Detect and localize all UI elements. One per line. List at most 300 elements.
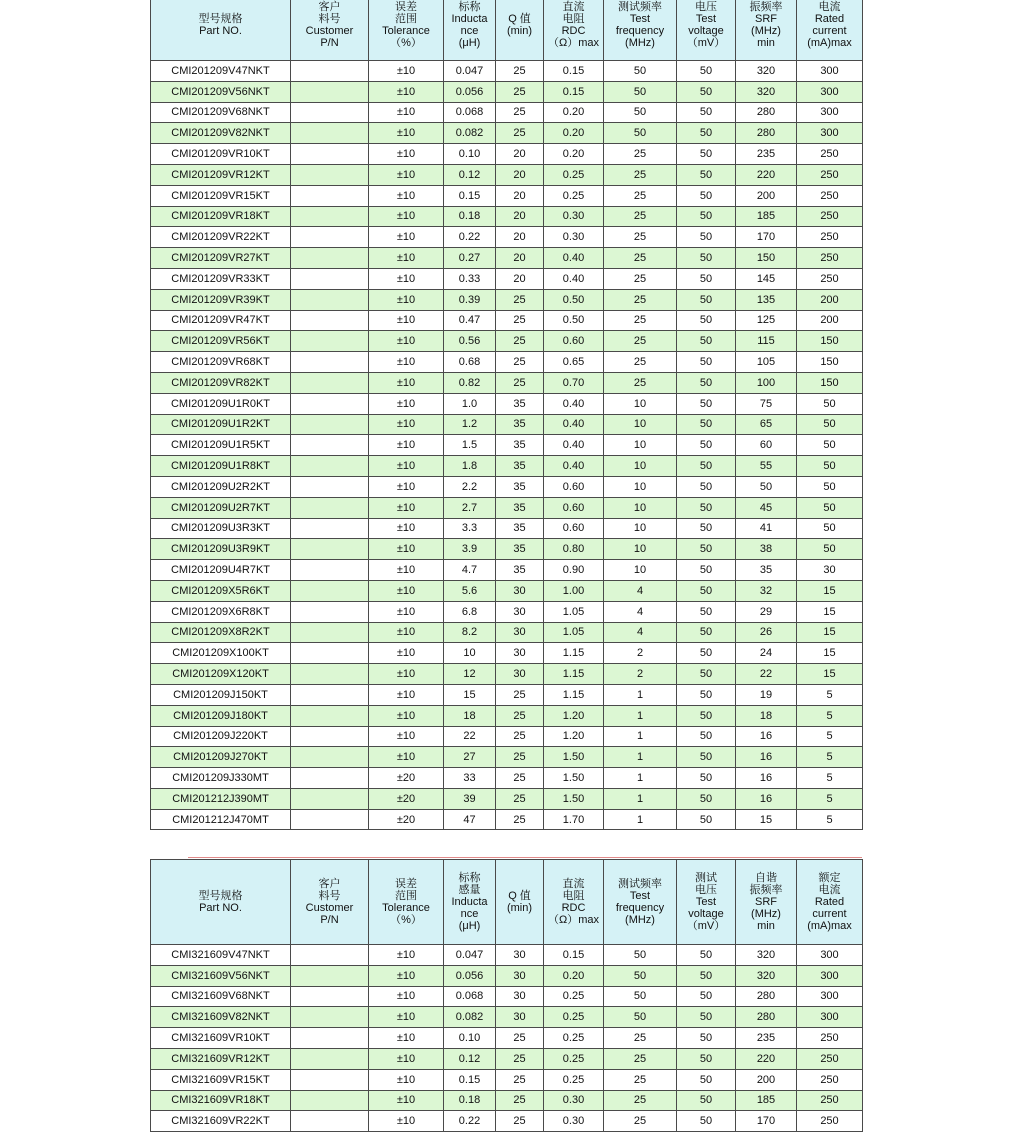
header-customer-pn — [291, 0, 369, 61]
cell-tolerance: ±10 — [369, 352, 444, 373]
header-line: 直流 — [562, 878, 585, 890]
cell-tolerance: ±10 — [369, 622, 444, 643]
cell-test-voltage: 50 — [677, 310, 736, 331]
cell-test-frequency: 25 — [604, 1090, 677, 1111]
cell-rdc-max: 0.15 — [544, 81, 604, 102]
cell-rated-current: 300 — [797, 945, 863, 966]
table-row — [151, 705, 863, 726]
cell-rdc-max: 0.25 — [544, 1007, 604, 1028]
cell-inductance: 0.082 — [444, 123, 496, 144]
cell-tolerance: ±10 — [369, 206, 444, 227]
header-inductance — [444, 0, 496, 61]
table-row — [151, 435, 863, 456]
cell-test-voltage: 50 — [677, 331, 736, 352]
cell-test-frequency: 25 — [604, 352, 677, 373]
cell-part-no: CMI201209U1R2KT — [151, 414, 291, 435]
table-row — [151, 747, 863, 768]
cell-test-frequency: 25 — [604, 1048, 677, 1069]
cell-test-voltage: 50 — [677, 768, 736, 789]
header-line: 自谐 — [755, 872, 777, 884]
cell-srf-min: 100 — [736, 372, 797, 393]
header-line: 测试频率 — [618, 878, 662, 890]
cell-customer-pn — [291, 1069, 369, 1090]
cell-srf-min: 220 — [736, 1048, 797, 1069]
header-line: (min) — [506, 25, 533, 37]
cell-tolerance: ±10 — [369, 1007, 444, 1028]
header-line: Q 值 — [508, 890, 531, 902]
cell-test-voltage: 50 — [677, 1090, 736, 1111]
cell-inductance: 0.047 — [444, 945, 496, 966]
cell-inductance: 5.6 — [444, 580, 496, 601]
cell-inductance: 0.18 — [444, 206, 496, 227]
header-line: Q 值 — [508, 13, 531, 25]
cell-rated-current: 300 — [797, 1007, 863, 1028]
cell-part-no: CMI321609V68NKT — [151, 986, 291, 1007]
table-row — [151, 622, 863, 643]
cell-srf-min: 50 — [736, 476, 797, 497]
cell-test-voltage: 50 — [677, 352, 736, 373]
cell-customer-pn — [291, 518, 369, 539]
cell-rdc-max: 1.50 — [544, 768, 604, 789]
cell-part-no: CMI321609V82NKT — [151, 1007, 291, 1028]
header-line: 误差 — [395, 878, 417, 890]
table-row — [151, 185, 863, 206]
cell-tolerance: ±10 — [369, 248, 444, 269]
cell-inductance: 1.2 — [444, 414, 496, 435]
cell-rdc-max: 0.30 — [544, 1111, 604, 1132]
cell-tolerance: ±10 — [369, 393, 444, 414]
cell-rated-current: 250 — [797, 268, 863, 289]
cell-rated-current: 15 — [797, 601, 863, 622]
cell-tolerance: ±10 — [369, 601, 444, 622]
cell-test-frequency: 10 — [604, 456, 677, 477]
table-row — [151, 1090, 863, 1111]
cell-part-no: CMI201209U2R7KT — [151, 497, 291, 518]
cell-customer-pn — [291, 372, 369, 393]
cell-customer-pn — [291, 268, 369, 289]
header-line: P/N — [320, 914, 339, 926]
table-row — [151, 684, 863, 705]
cell-inductance: 27 — [444, 747, 496, 768]
cell-part-no: CMI201209J270KT — [151, 747, 291, 768]
cell-customer-pn — [291, 456, 369, 477]
cell-inductance: 18 — [444, 705, 496, 726]
cell-q-min: 25 — [496, 81, 544, 102]
cell-rdc-max: 0.40 — [544, 435, 604, 456]
cell-inductance: 0.10 — [444, 144, 496, 165]
cell-tolerance: ±10 — [369, 123, 444, 144]
cell-rdc-max: 1.20 — [544, 705, 604, 726]
cell-customer-pn — [291, 248, 369, 269]
cell-part-no: CMI201209VR47KT — [151, 310, 291, 331]
cell-test-frequency: 50 — [604, 61, 677, 82]
cell-q-min: 30 — [496, 986, 544, 1007]
cell-inductance: 1.0 — [444, 393, 496, 414]
cell-q-min: 25 — [496, 1028, 544, 1049]
cell-tolerance: ±10 — [369, 1069, 444, 1090]
cell-rated-current: 50 — [797, 393, 863, 414]
cell-tolerance: ±10 — [369, 372, 444, 393]
cell-rated-current: 50 — [797, 497, 863, 518]
header-srf-min — [736, 860, 797, 945]
cell-inductance: 1.8 — [444, 456, 496, 477]
cell-rdc-max: 0.20 — [544, 123, 604, 144]
cell-rdc-max: 0.65 — [544, 352, 604, 373]
table-row — [151, 664, 863, 685]
cell-tolerance: ±10 — [369, 1028, 444, 1049]
cell-test-frequency: 50 — [604, 1007, 677, 1028]
cell-rated-current: 15 — [797, 622, 863, 643]
header-line: 范围 — [395, 890, 417, 902]
cell-q-min: 20 — [496, 206, 544, 227]
cell-rdc-max: 1.05 — [544, 601, 604, 622]
cell-q-min: 30 — [496, 965, 544, 986]
cell-part-no: CMI321609VR18KT — [151, 1090, 291, 1111]
cell-inductance: 3.9 — [444, 539, 496, 560]
header-line: 振频率 — [749, 1, 783, 13]
cell-customer-pn — [291, 601, 369, 622]
cell-q-min: 30 — [496, 643, 544, 664]
header-line: RDC — [561, 25, 586, 37]
cell-tolerance: ±10 — [369, 185, 444, 206]
cell-q-min: 25 — [496, 809, 544, 830]
cell-rated-current: 300 — [797, 81, 863, 102]
cell-part-no: CMI201209U1R8KT — [151, 456, 291, 477]
header-test-voltage — [677, 860, 736, 945]
cell-srf-min: 26 — [736, 622, 797, 643]
cell-inductance: 2.2 — [444, 476, 496, 497]
cell-test-frequency: 10 — [604, 414, 677, 435]
cell-srf-min: 16 — [736, 726, 797, 747]
cell-part-no: CMI201209J220KT — [151, 726, 291, 747]
cell-test-frequency: 25 — [604, 1069, 677, 1090]
header-line: 型号规格 — [198, 890, 243, 902]
table-row — [151, 206, 863, 227]
cell-rated-current: 250 — [797, 1111, 863, 1132]
header-line: （mV） — [686, 920, 726, 932]
header-line: RDC — [561, 902, 586, 914]
header-line: 范围 — [395, 13, 417, 25]
cell-rated-current: 200 — [797, 310, 863, 331]
cell-q-min: 20 — [496, 248, 544, 269]
cell-q-min: 35 — [496, 518, 544, 539]
cell-inductance: 0.22 — [444, 227, 496, 248]
cell-test-voltage: 50 — [677, 664, 736, 685]
cell-srf-min: 19 — [736, 684, 797, 705]
cell-inductance: 1.5 — [444, 435, 496, 456]
cell-test-frequency: 10 — [604, 435, 677, 456]
cell-q-min: 35 — [496, 435, 544, 456]
cell-srf-min: 320 — [736, 61, 797, 82]
cell-part-no: CMI321609V47NKT — [151, 945, 291, 966]
table-row — [151, 1007, 863, 1028]
cell-test-voltage: 50 — [677, 227, 736, 248]
table-row — [151, 560, 863, 581]
cell-test-frequency: 25 — [604, 268, 677, 289]
header-line: Inducta — [451, 896, 488, 908]
cell-part-no: CMI201209U4R7KT — [151, 560, 291, 581]
cell-rated-current: 5 — [797, 768, 863, 789]
cell-test-frequency: 50 — [604, 81, 677, 102]
cell-q-min: 35 — [496, 560, 544, 581]
cell-test-voltage: 50 — [677, 497, 736, 518]
spec-table-321609 — [150, 859, 863, 1132]
header-line: 客户 — [318, 1, 341, 13]
cell-customer-pn — [291, 1111, 369, 1132]
header-line: (min) — [506, 902, 533, 914]
cell-test-frequency: 4 — [604, 601, 677, 622]
cell-test-frequency: 25 — [604, 185, 677, 206]
cell-part-no: CMI201209X8R2KT — [151, 622, 291, 643]
cell-rdc-max: 1.05 — [544, 622, 604, 643]
cell-test-voltage: 50 — [677, 1069, 736, 1090]
cell-part-no: CMI201209U1R0KT — [151, 393, 291, 414]
cell-test-frequency: 25 — [604, 372, 677, 393]
cell-rated-current: 250 — [797, 164, 863, 185]
cell-test-voltage: 50 — [677, 164, 736, 185]
cell-rdc-max: 0.60 — [544, 497, 604, 518]
header-row — [151, 0, 863, 61]
cell-test-frequency: 25 — [604, 248, 677, 269]
header-line: （%） — [390, 37, 422, 49]
header-line: 电阻 — [562, 13, 585, 25]
cell-inductance: 0.082 — [444, 1007, 496, 1028]
cell-rated-current: 15 — [797, 664, 863, 685]
cell-q-min: 25 — [496, 1069, 544, 1090]
cell-srf-min: 320 — [736, 81, 797, 102]
cell-inductance: 0.39 — [444, 289, 496, 310]
table-row — [151, 1048, 863, 1069]
header-line: （mV） — [686, 37, 726, 49]
header-line: Part NO. — [199, 902, 242, 914]
cell-test-voltage: 50 — [677, 705, 736, 726]
cell-rated-current: 300 — [797, 986, 863, 1007]
cell-part-no: CMI201209VR10KT — [151, 144, 291, 165]
cell-tolerance: ±10 — [369, 456, 444, 477]
cell-srf-min: 24 — [736, 643, 797, 664]
table-row — [151, 945, 863, 966]
cell-customer-pn — [291, 768, 369, 789]
cell-test-voltage: 50 — [677, 539, 736, 560]
table-row — [151, 372, 863, 393]
cell-part-no: CMI201209VR27KT — [151, 248, 291, 269]
cell-part-no: CMI201209U1R5KT — [151, 435, 291, 456]
cell-test-frequency: 50 — [604, 102, 677, 123]
cell-test-frequency: 10 — [604, 518, 677, 539]
cell-rdc-max: 0.60 — [544, 476, 604, 497]
cell-customer-pn — [291, 539, 369, 560]
header-line: 电压 — [695, 884, 717, 896]
cell-test-voltage: 50 — [677, 123, 736, 144]
cell-rated-current: 5 — [797, 726, 863, 747]
cell-customer-pn — [291, 747, 369, 768]
cell-test-frequency: 50 — [604, 945, 677, 966]
cell-inductance: 0.27 — [444, 248, 496, 269]
cell-test-voltage: 50 — [677, 414, 736, 435]
cell-part-no: CMI321609VR22KT — [151, 1111, 291, 1132]
cell-test-frequency: 1 — [604, 684, 677, 705]
cell-tolerance: ±10 — [369, 435, 444, 456]
table-row — [151, 965, 863, 986]
cell-inductance: 12 — [444, 664, 496, 685]
cell-tolerance: ±10 — [369, 518, 444, 539]
cell-srf-min: 200 — [736, 1069, 797, 1090]
cell-tolerance: ±10 — [369, 164, 444, 185]
cell-srf-min: 320 — [736, 945, 797, 966]
cell-inductance: 0.33 — [444, 268, 496, 289]
cell-test-frequency: 25 — [604, 289, 677, 310]
cell-rated-current: 15 — [797, 643, 863, 664]
cell-srf-min: 75 — [736, 393, 797, 414]
cell-part-no: CMI201212J470MT — [151, 809, 291, 830]
cell-tolerance: ±10 — [369, 81, 444, 102]
cell-rdc-max: 0.40 — [544, 456, 604, 477]
cell-test-voltage: 50 — [677, 747, 736, 768]
cell-part-no: CMI201209V47NKT — [151, 61, 291, 82]
table-row — [151, 144, 863, 165]
cell-q-min: 35 — [496, 539, 544, 560]
cell-rated-current: 50 — [797, 456, 863, 477]
cell-srf-min: 60 — [736, 435, 797, 456]
cell-rdc-max: 0.15 — [544, 945, 604, 966]
cell-rdc-max: 0.25 — [544, 1069, 604, 1090]
table-row — [151, 268, 863, 289]
header-line: （Ω）max — [547, 37, 599, 49]
cell-test-voltage: 50 — [677, 1111, 736, 1132]
cell-srf-min: 115 — [736, 331, 797, 352]
header-rdc-max — [544, 0, 604, 61]
cell-inductance: 0.15 — [444, 185, 496, 206]
cell-q-min: 20 — [496, 144, 544, 165]
cell-part-no: CMI201209VR33KT — [151, 268, 291, 289]
cell-tolerance: ±10 — [369, 497, 444, 518]
cell-part-no: CMI201209VR18KT — [151, 206, 291, 227]
cell-test-frequency: 2 — [604, 664, 677, 685]
cell-rdc-max: 1.15 — [544, 643, 604, 664]
cell-rdc-max: 0.30 — [544, 1090, 604, 1111]
cell-q-min: 30 — [496, 945, 544, 966]
cell-rdc-max: 0.30 — [544, 227, 604, 248]
cell-rated-current: 300 — [797, 965, 863, 986]
cell-test-voltage: 50 — [677, 144, 736, 165]
cell-tolerance: ±10 — [369, 539, 444, 560]
cell-inductance: 0.82 — [444, 372, 496, 393]
cell-part-no: CMI201209J330MT — [151, 768, 291, 789]
cell-rdc-max: 0.70 — [544, 372, 604, 393]
cell-inductance: 39 — [444, 788, 496, 809]
cell-tolerance: ±10 — [369, 643, 444, 664]
cell-part-no: CMI201209VR39KT — [151, 289, 291, 310]
cell-tolerance: ±10 — [369, 227, 444, 248]
cell-tolerance: ±10 — [369, 1090, 444, 1111]
table-row — [151, 393, 863, 414]
cell-q-min: 25 — [496, 705, 544, 726]
cell-test-frequency: 1 — [604, 809, 677, 830]
cell-test-voltage: 50 — [677, 601, 736, 622]
cell-inductance: 0.10 — [444, 1028, 496, 1049]
cell-customer-pn — [291, 435, 369, 456]
cell-test-voltage: 50 — [677, 643, 736, 664]
header-line: 标称 — [458, 1, 481, 13]
cell-customer-pn — [291, 310, 369, 331]
cell-tolerance: ±10 — [369, 580, 444, 601]
table-row — [151, 164, 863, 185]
cell-srf-min: 16 — [736, 788, 797, 809]
cell-rdc-max: 0.25 — [544, 1028, 604, 1049]
header-line: current — [812, 25, 847, 37]
table-row — [151, 61, 863, 82]
cell-tolerance: ±20 — [369, 788, 444, 809]
cell-test-voltage: 50 — [677, 81, 736, 102]
cell-inductance: 15 — [444, 684, 496, 705]
cell-test-frequency: 1 — [604, 726, 677, 747]
table-row — [151, 768, 863, 789]
cell-rated-current: 250 — [797, 185, 863, 206]
table-row — [151, 227, 863, 248]
header-line: Part NO. — [199, 25, 242, 37]
table-row — [151, 788, 863, 809]
cell-tolerance: ±10 — [369, 310, 444, 331]
cell-test-voltage: 50 — [677, 206, 736, 227]
cell-tolerance: ±10 — [369, 726, 444, 747]
cell-customer-pn — [291, 643, 369, 664]
cell-srf-min: 280 — [736, 102, 797, 123]
cell-inductance: 47 — [444, 809, 496, 830]
cell-q-min: 20 — [496, 185, 544, 206]
cell-srf-min: 320 — [736, 965, 797, 986]
cell-q-min: 35 — [496, 414, 544, 435]
header-line: 料号 — [318, 13, 341, 25]
header-line: (MHz) — [625, 37, 655, 49]
cell-rdc-max: 0.25 — [544, 1048, 604, 1069]
cell-srf-min: 185 — [736, 1090, 797, 1111]
cell-test-voltage: 50 — [677, 684, 736, 705]
cell-customer-pn — [291, 206, 369, 227]
header-line: 测试 — [695, 872, 717, 884]
cell-srf-min: 185 — [736, 206, 797, 227]
cell-test-voltage: 50 — [677, 456, 736, 477]
header-line: 振频率 — [749, 884, 783, 896]
cell-part-no: CMI201209X100KT — [151, 643, 291, 664]
header-line: (MHz) — [751, 25, 781, 37]
cell-rated-current: 250 — [797, 1048, 863, 1069]
header-line: 电阻 — [562, 890, 585, 902]
cell-inductance: 0.068 — [444, 986, 496, 1007]
cell-srf-min: 45 — [736, 497, 797, 518]
cell-rated-current: 250 — [797, 206, 863, 227]
cell-q-min: 25 — [496, 289, 544, 310]
cell-part-no: CMI201209U2R2KT — [151, 476, 291, 497]
cell-tolerance: ±10 — [369, 289, 444, 310]
cell-test-frequency: 50 — [604, 986, 677, 1007]
cell-test-voltage: 50 — [677, 476, 736, 497]
cell-rdc-max: 1.00 — [544, 580, 604, 601]
cell-test-voltage: 50 — [677, 393, 736, 414]
cell-rdc-max: 0.80 — [544, 539, 604, 560]
header-line: frequency — [615, 902, 665, 914]
header-line: Test — [695, 896, 717, 908]
cell-rated-current: 250 — [797, 1090, 863, 1111]
header-line: Test — [629, 13, 651, 25]
header-rdc-max — [544, 860, 604, 945]
cell-rdc-max: 0.20 — [544, 144, 604, 165]
header-line: 感量 — [458, 884, 481, 896]
cell-inductance: 10 — [444, 643, 496, 664]
cell-test-frequency: 50 — [604, 965, 677, 986]
cell-q-min: 30 — [496, 664, 544, 685]
cell-tolerance: ±10 — [369, 102, 444, 123]
cell-q-min: 35 — [496, 393, 544, 414]
